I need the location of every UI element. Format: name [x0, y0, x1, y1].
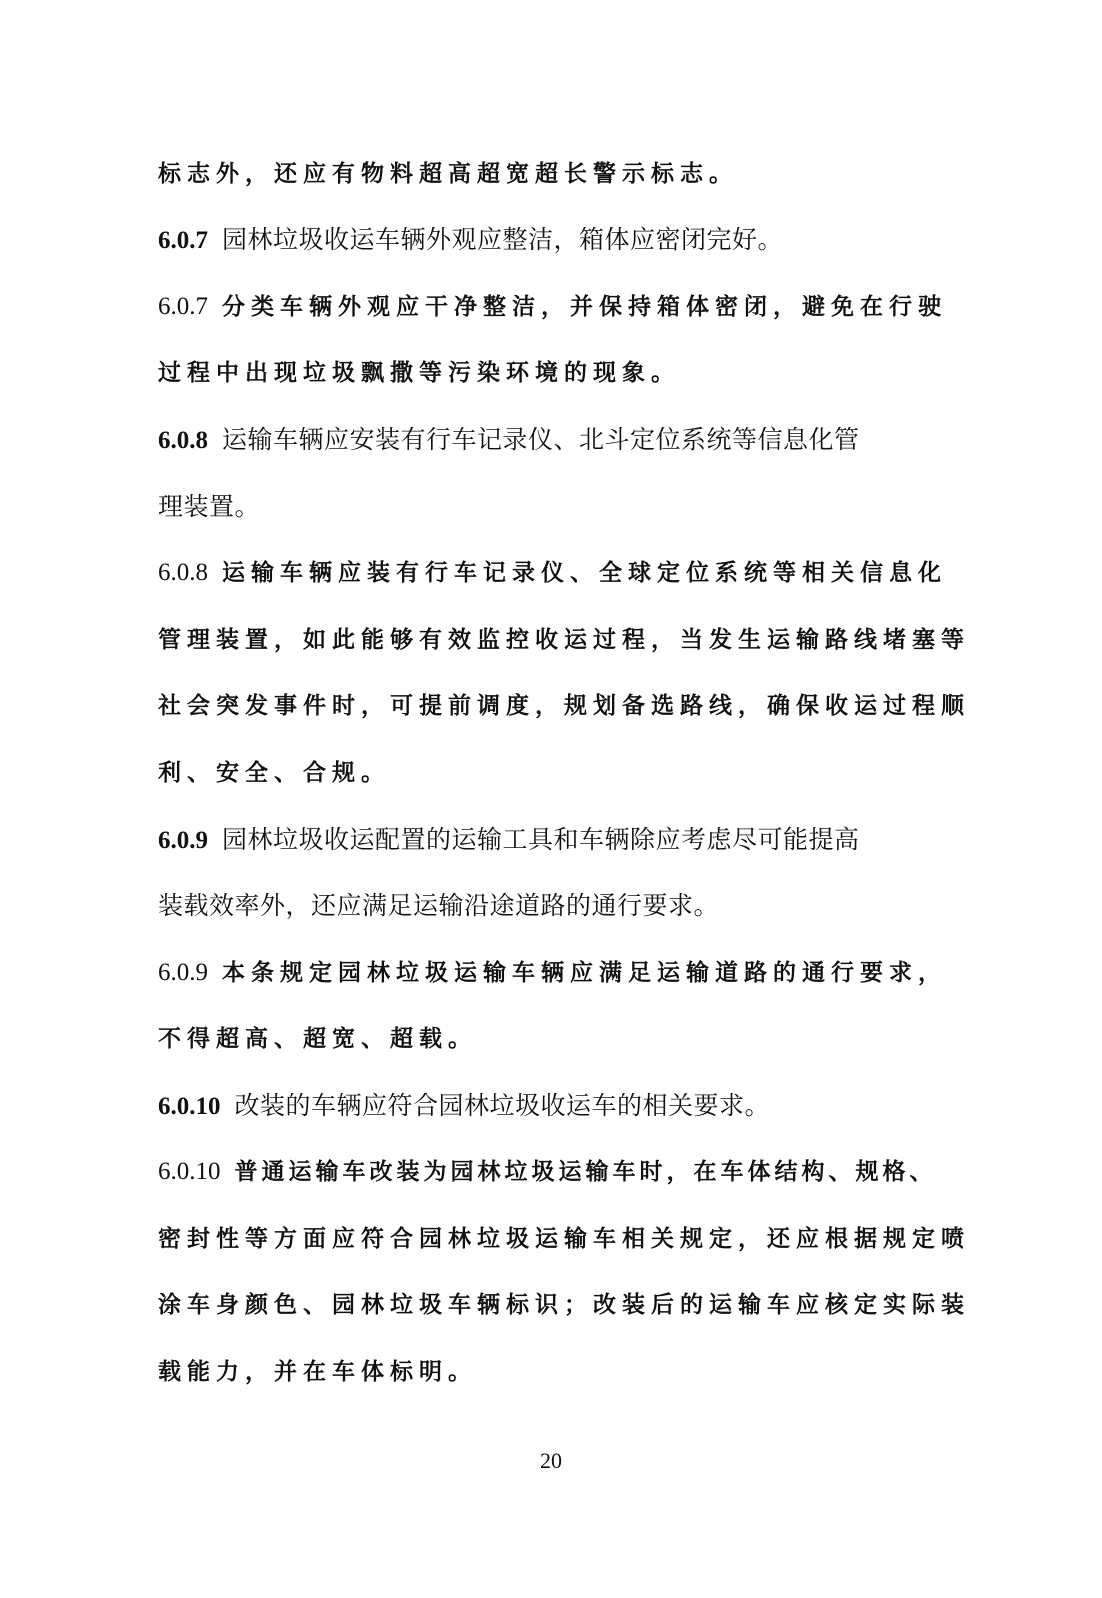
- clause-6-0-7: [158, 220, 958, 260]
- commentary-line: [158, 1285, 970, 1325]
- commentary-6-0-8: [158, 553, 958, 593]
- clause-6-0-8: [158, 420, 958, 460]
- clause-line: [158, 886, 958, 926]
- clause-text: 改装的车辆应符合园林垃圾收运车的相关要求。: [234, 1091, 771, 1120]
- commentary-text: 本条规定园林垃圾运输车辆应满足运输道路的通行要求，: [222, 959, 947, 986]
- commentary-line: [158, 154, 958, 194]
- line-text: 标志外，还应有物料超高超宽超长警示标志。: [158, 160, 738, 187]
- clause-number: 6.0.9: [158, 827, 208, 854]
- clause-6-0-10: [158, 1086, 958, 1126]
- line-text: 载能力，并在车体标明。: [158, 1358, 477, 1385]
- clause-number: 6.0.10: [158, 1093, 221, 1120]
- clause-number: 6.0.8: [158, 427, 208, 454]
- commentary-6-0-7: [158, 287, 958, 327]
- line-text: 过程中出现垃圾飘撒等污染环境的现象。: [158, 359, 680, 386]
- commentary-line: [158, 620, 970, 660]
- page-number: 20: [540, 1448, 562, 1473]
- commentary-number: 6.0.10: [158, 1158, 221, 1185]
- line-text: 不得超高、超宽、超载。: [158, 1025, 477, 1052]
- commentary-line: [158, 1352, 958, 1392]
- commentary-number: 6.0.8: [158, 559, 208, 586]
- clause-text: 园林垃圾收运配置的运输工具和车辆除应考虑尽可能提高: [222, 825, 860, 854]
- line-text: 管理装置，如此能够有效监控收运过程，当发生运输路线堵塞等: [158, 626, 970, 653]
- clause-number: 6.0.7: [158, 227, 208, 254]
- commentary-number: 6.0.7: [158, 293, 208, 320]
- line-text: 装载效率外，还应满足运输沿途道路的通行要求。: [158, 891, 720, 920]
- line-text: 社会突发事件时，可提前调度，规划备选路线，确保收运过程顺: [158, 692, 970, 719]
- commentary-line: [158, 353, 958, 393]
- commentary-line: [158, 1219, 970, 1259]
- commentary-line: [158, 753, 958, 793]
- commentary-line: [158, 686, 970, 726]
- line-text: 密封性等方面应符合园林垃圾运输车相关规定，还应根据规定喷: [158, 1225, 970, 1252]
- commentary-line: [158, 1019, 958, 1059]
- clause-6-0-9: [158, 820, 958, 860]
- commentary-number: 6.0.9: [158, 959, 208, 986]
- line-text: 理装置。: [158, 492, 261, 521]
- commentary-6-0-10: [158, 1152, 958, 1192]
- commentary-6-0-9: [158, 953, 958, 993]
- commentary-text: 分类车辆外观应干净整洁，并保持箱体密闭，避免在行驶: [222, 293, 947, 320]
- line-text: 利、安全、合规。: [158, 759, 390, 786]
- commentary-text: 运输车辆应装有行车记录仪、全球定位系统等相关信息化: [222, 559, 947, 586]
- commentary-text: 普通运输车改装为园林垃圾运输车时，在车体结构、规格、: [234, 1158, 937, 1185]
- clause-line: [158, 487, 958, 527]
- clause-text: 运输车辆应安装有行车记录仪、北斗定位系统等信息化管: [222, 425, 860, 454]
- clause-text: 园林垃圾收运车辆外观应整洁，箱体应密闭完好。: [222, 225, 784, 254]
- line-text: 涂车身颜色、园林垃圾车辆标识；改装后的运输车应核定实际装: [158, 1291, 970, 1318]
